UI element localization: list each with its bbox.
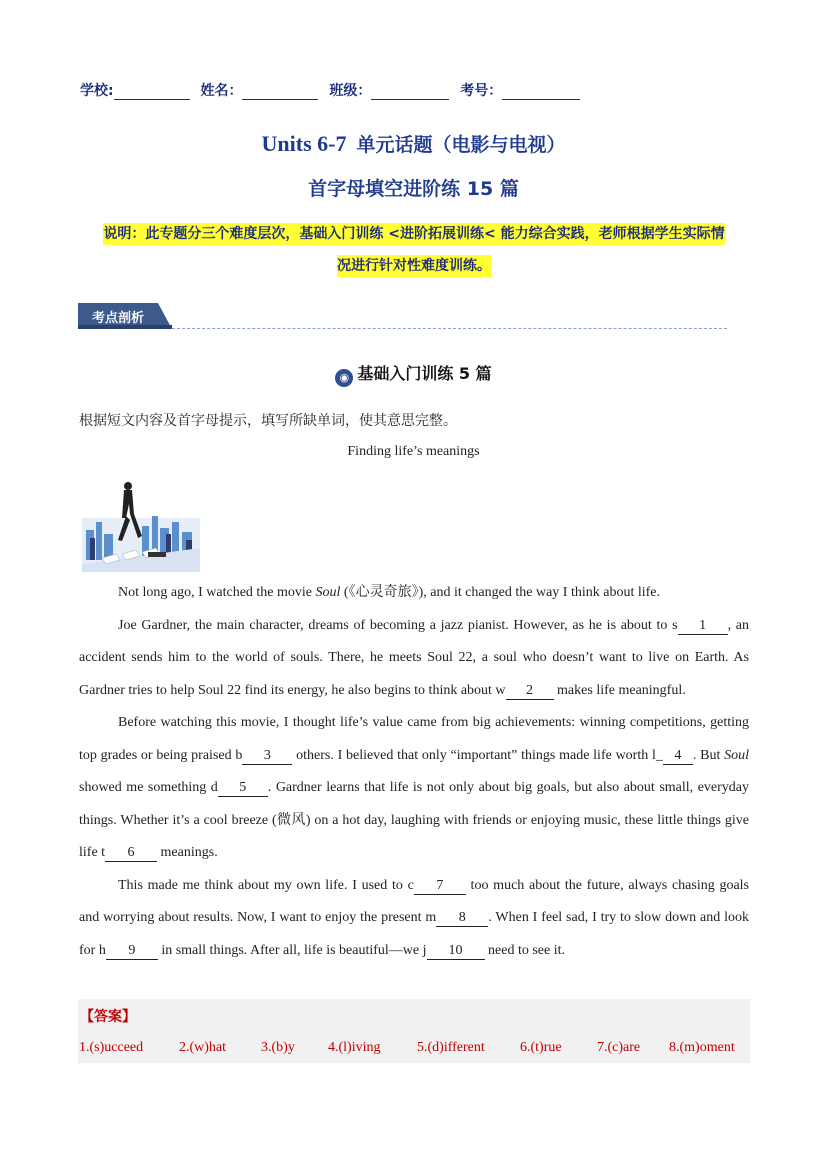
title-units: Units 6-7 [261, 131, 347, 156]
blank-10[interactable]: 10 [427, 943, 485, 960]
title-topic: 单元话题（电影与电视） [356, 134, 566, 156]
answer-item: 7.(c)are [597, 1040, 641, 1055]
answer-item: 3.(b)y [261, 1040, 295, 1055]
answer-item: 2.(w)hat [179, 1040, 227, 1055]
name-blank[interactable] [242, 85, 318, 100]
section-tab [78, 303, 172, 329]
exam-no-blank[interactable] [502, 85, 580, 100]
note-line-2: 况进行针对性难度训练。 [337, 255, 491, 277]
blank-2[interactable]: 2 [506, 683, 554, 700]
answer-item: 6.(t)rue [520, 1040, 562, 1055]
page-title [0, 130, 827, 157]
blank-3[interactable]: 3 [242, 748, 292, 765]
exam-no-field: 考号： [460, 80, 580, 100]
blank-8[interactable]: 8 [436, 910, 488, 927]
passage-illustration [82, 478, 200, 572]
blank-1[interactable]: 1 [678, 618, 728, 635]
instruction-note [79, 218, 749, 282]
paragraph-2: Joe Gardner, the main character, dreams of becoming a jazz pianist. However, as he is about to s 1 , an accident sends him to the world of souls. There, he meets Soul 22, a soul who doesn’t want to live on Earth. As Gardner tries to help Soul 22 find its energy, he also begins to think about w 2 makes life meaningful. [79, 617, 749, 698]
section-heading [0, 361, 827, 387]
exercise-instruction: 根据短文内容及首字母提示，填写所缺单词，使其意思完整。 [79, 413, 457, 429]
blank-4[interactable]: 4 [663, 748, 693, 765]
section-tab-label: 考点剖析 [92, 311, 145, 326]
dashed-divider [172, 328, 727, 329]
section-heading-text: 基础入门训练 5 篇 [357, 364, 492, 383]
answer-item: 5.(d)ifferent [417, 1040, 485, 1055]
movie-soul-image [82, 478, 200, 572]
school-blank[interactable] [114, 85, 190, 100]
blank-6[interactable]: 6 [105, 845, 157, 862]
blank-9[interactable]: 9 [106, 943, 158, 960]
paragraph-3: Before watching this movie, I thought life’s value came from big achievements: winning competitions, getting top grades or being praised b 3 others. I believed that only “important” things made life worth l_ 4 . But Soul showed me something d 5 . Gardner learns that life is not only about big goals, but also about small, everyday things. Whether it’s a cool breeze (微风) on a hot day, laughing with friends or enjoying music, these little things give life t 6 meanings. [79, 715, 749, 860]
class-blank[interactable] [371, 85, 449, 100]
note-line-1: 说明：此专题分三个难度层次，基础入门训练 <进阶拓展训练< 能力综合实践，老师根据学生实际情 [103, 223, 724, 245]
answer-item: 1.(s)ucceed [79, 1040, 144, 1055]
paragraph-4: This made me think about my own life. I used to c 7 too much about the future, always chasing goals and worrying about results. Now, I want to enjoy the present m 8 . When I feel sad, I try to slow down and look for h 9 in small things. After all, life is beautiful—we j 10 need to see it. [79, 877, 750, 958]
headphone-icon: ◉ [335, 369, 353, 387]
page-subtitle: 首字母填空进阶练 15 篇 [308, 178, 519, 200]
answer-item: 8.(m)oment [669, 1040, 735, 1055]
passage-title: Finding life’s meanings [347, 444, 480, 459]
school-field: 学校: [80, 80, 190, 100]
passage-body [79, 577, 749, 967]
blank-7[interactable]: 7 [414, 878, 466, 895]
blank-5[interactable]: 5 [218, 780, 268, 797]
answer-label: 【答案】 [80, 1009, 136, 1025]
answer-item: 4.(l)iving [328, 1040, 381, 1055]
paragraph-1: Not long ago, I watched the movie Soul (《心灵奇旅》), and it changed the way I think about life. [118, 585, 660, 600]
student-info-header [80, 80, 586, 100]
class-field: 班级： [329, 80, 449, 100]
name-field: 姓名： [200, 80, 318, 100]
